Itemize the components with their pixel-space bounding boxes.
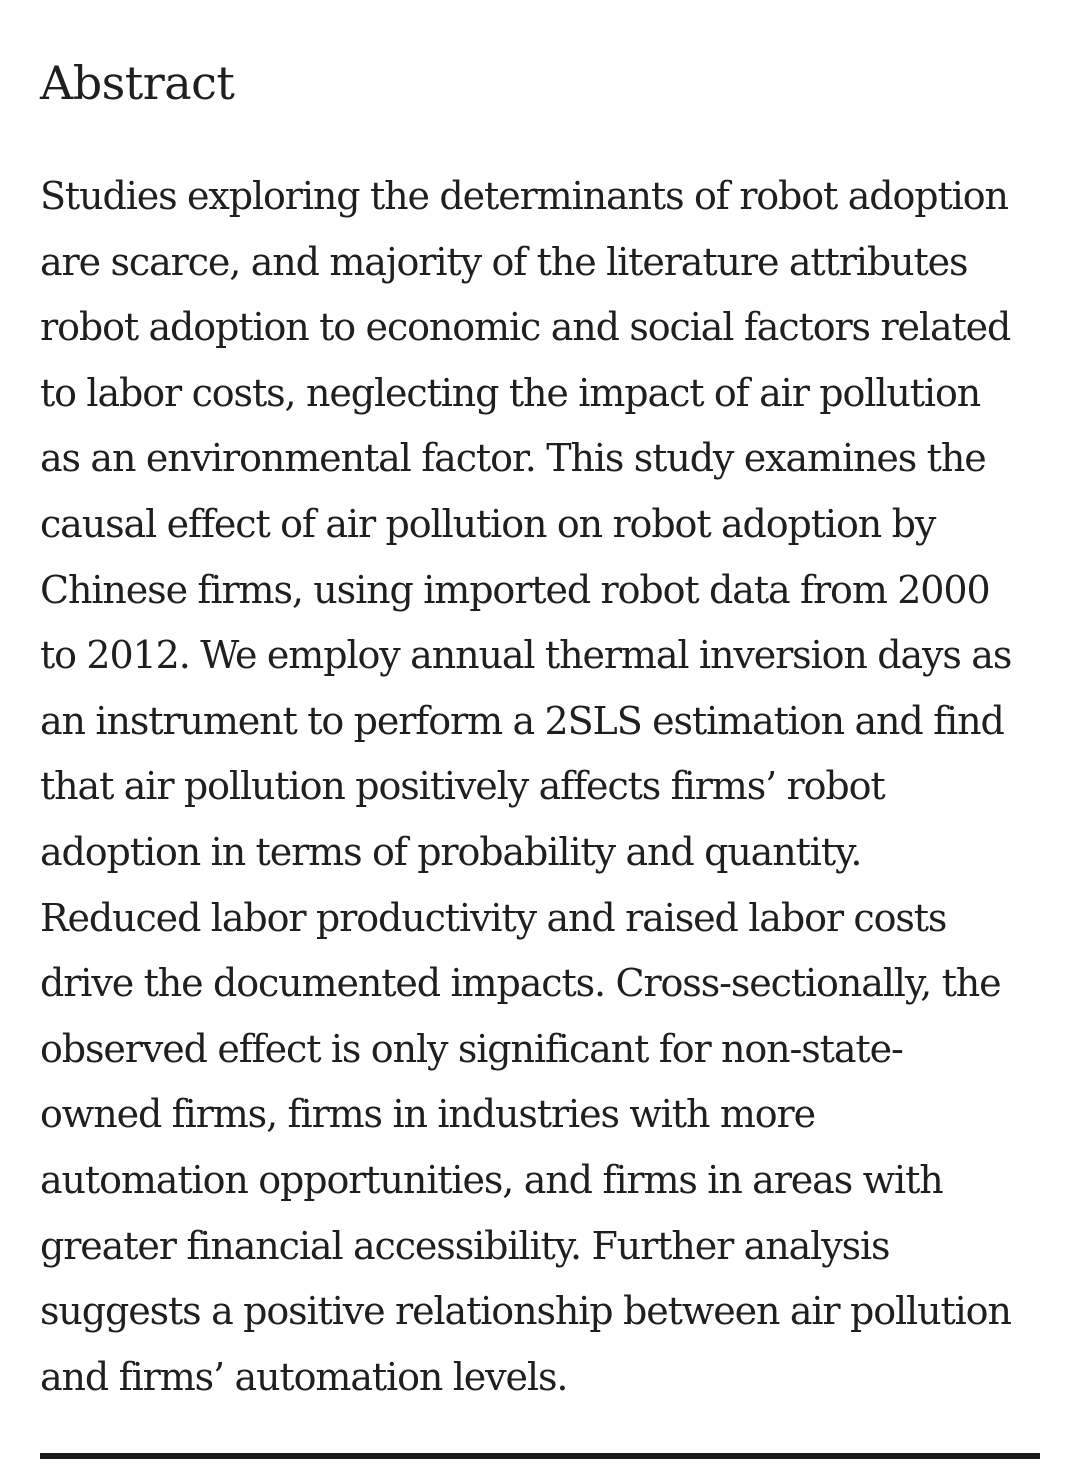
abstract-line: drive the documented impacts. Cross-sectionally, the — [40, 961, 1001, 1006]
abstract-line: that air pollution positively affects firms’ robot — [40, 764, 885, 809]
abstract-heading: Abstract — [40, 56, 235, 110]
abstract-line: robot adoption to economic and social factors related — [40, 305, 1011, 350]
abstract-paragraph — [40, 164, 1011, 1410]
abstract-line: adoption in terms of probability and quantity. — [40, 829, 862, 874]
abstract-line: automation opportunities, and firms in areas with — [40, 1157, 943, 1202]
abstract-line: observed effect is only significant for non-state- — [40, 1026, 903, 1071]
abstract-line: as an environmental factor. This study examines the — [40, 436, 986, 481]
abstract-line: owned firms, firms in industries with more — [40, 1092, 815, 1137]
abstract-line: to 2012. We employ annual thermal inversion days as — [40, 633, 1012, 678]
abstract-line: to labor costs, neglecting the impact of air pollution — [40, 370, 981, 415]
abstract-line: an instrument to perform a 2SLS estimation and find — [40, 698, 1004, 743]
abstract-line: Reduced labor productivity and raised labor costs — [40, 895, 947, 940]
abstract-line: Chinese firms, using imported robot data from 2000 — [40, 567, 990, 612]
abstract-line: Studies exploring the determinants of robot adoption — [40, 174, 1008, 218]
abstract-line: suggests a positive relationship between air pollution — [40, 1289, 1011, 1334]
section-divider — [40, 1453, 1040, 1459]
abstract-line: greater financial accessibility. Further analysis — [40, 1223, 890, 1268]
abstract-line: and firms’ automation levels. — [40, 1354, 568, 1399]
abstract-line: are scarce, and majority of the literature attributes — [40, 239, 968, 284]
abstract-line: causal effect of air pollution on robot adoption by — [40, 501, 936, 546]
